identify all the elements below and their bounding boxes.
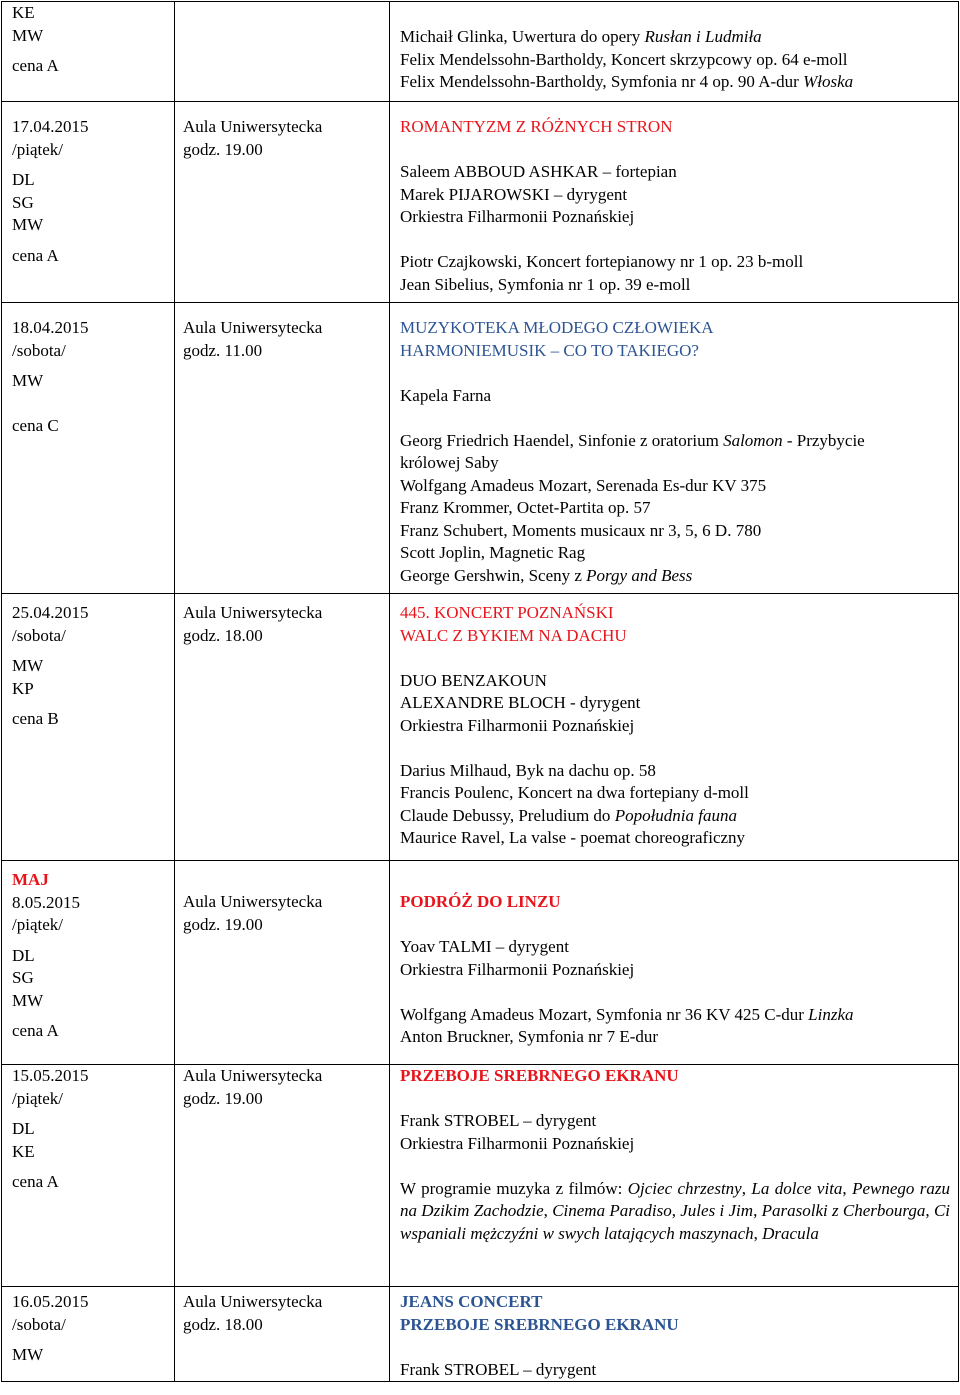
price-category: cena B: [12, 709, 59, 728]
venue-cell: [175, 861, 390, 1065]
concert-time: godz. 19.00: [183, 1088, 263, 1108]
hall-code: DL: [12, 170, 35, 189]
venue-cell: [175, 1065, 390, 1287]
venue-name: Aula Uniwersytecka: [183, 318, 323, 337]
venue-name: Aula Uniwersytecka: [183, 603, 323, 622]
concert-title: 445. KONCERT POZNAŃSKI: [400, 603, 614, 622]
concert-date: 15.05.2015: [12, 1066, 89, 1085]
program-line: Felix Mendelssohn-Bartholdy, Symfonia nr 4 op. 90 A-dur Włoska: [400, 72, 854, 91]
price-category: cena A: [12, 1172, 59, 1191]
concert-title: ROMANTYZM Z RÓŻNYCH STRON: [400, 117, 673, 136]
hall-code: DL: [12, 1119, 35, 1138]
date-cell: [2, 861, 175, 1065]
hall-code: MW: [12, 990, 44, 1010]
program-line: Claude Debussy, Preludium do Popołudnia fauna: [400, 805, 737, 825]
date-cell: [2, 2, 175, 102]
program-cell: [390, 102, 959, 303]
hall-code: MW: [12, 25, 44, 45]
price-category: cena A: [12, 245, 59, 265]
performer: Frank STROBEL – dyrygent: [400, 1111, 597, 1130]
concert-subtitle: WALC Z BYKIEM NA DACHU: [400, 625, 627, 645]
venue-name: Aula Uniwersytecka: [183, 1292, 323, 1311]
venue-cell: [175, 2, 390, 102]
program-line: George Gershwin, Sceny z Porgy and Bess: [400, 565, 693, 585]
program-line: Darius Milhaud, Byk na dachu op. 58: [400, 760, 656, 780]
program-line: Michaił Glinka, Uwertura do opery Rusłan i Ludmiła: [400, 27, 762, 46]
table-row: [2, 594, 959, 861]
program-line: Georg Friedrich Haendel, Sinfonie z oratorium Salomon - Przybycie: [400, 430, 865, 450]
table-row: [2, 303, 959, 594]
weekday: /sobota/: [12, 1314, 66, 1334]
concert-title: MUZYKOTEKA MŁODEGO CZŁOWIEKA: [400, 318, 714, 337]
table-row: [2, 1065, 959, 1287]
performer: Yoav TALMI – dyrygent: [400, 937, 569, 956]
concert-title: PRZEBOJE SREBRNEGO EKRANU: [400, 1066, 679, 1085]
concert-date: 25.04.2015: [12, 603, 89, 622]
hall-code: SG: [12, 968, 34, 987]
program-line: Scott Joplin, Magnetic Rag: [400, 543, 586, 562]
program-line: Franz Krommer, Octet-Partita op. 57: [400, 498, 651, 517]
hall-code: DL: [12, 945, 35, 965]
price-category: cena A: [12, 56, 59, 75]
table-row: [2, 861, 959, 1065]
venue-name: Aula Uniwersytecka: [183, 117, 323, 136]
performer: Saleem ABBOUD ASHKAR – fortepian: [400, 162, 677, 181]
hall-code: MW: [12, 215, 44, 234]
concert-title: JEANS CONCERT: [400, 1292, 543, 1311]
hall-code: KP: [12, 678, 34, 698]
weekday: /sobota/: [12, 340, 66, 360]
concert-subtitle: HARMONIEMUSIK – CO TO TAKIEGO?: [400, 340, 699, 360]
program-cell: [390, 303, 959, 594]
venue-name: Aula Uniwersytecka: [183, 1066, 323, 1085]
concert-time: godz. 18.00: [183, 625, 263, 645]
program-line: Maurice Ravel, La valse - poemat choreograficzny: [400, 828, 746, 847]
hall-code: SG: [12, 192, 34, 212]
performer: Frank STROBEL – dyrygent: [400, 1359, 597, 1379]
program-line: Piotr Czajkowski, Koncert fortepianowy nr 1 op. 23 b-moll: [400, 252, 804, 271]
hall-code: KE: [12, 1141, 35, 1161]
program-line: Franz Schubert, Moments musicaux nr 3, 5, 6 D. 780: [400, 520, 762, 540]
performer: Kapela Farna: [400, 385, 492, 405]
date-cell: [2, 303, 175, 594]
weekday: /piątek/: [12, 915, 63, 934]
hall-code: MW: [12, 656, 44, 675]
concert-date: 16.05.2015: [12, 1292, 89, 1311]
program-cell: [390, 2, 959, 102]
venue-cell: [175, 1287, 390, 1382]
performer: Orkiestra Filharmonii Poznańskiej: [400, 1133, 635, 1153]
program-cell: [390, 594, 959, 861]
performer: ALEXANDRE BLOCH - dyrygent: [400, 693, 641, 712]
concert-title: PODRÓŻ DO LINZU: [400, 892, 561, 911]
month-label: MAJ: [12, 870, 49, 889]
performer: Orkiestra Filharmonii Poznańskiej: [400, 715, 635, 735]
concert-time: godz. 18.00: [183, 1314, 263, 1334]
date-cell: [2, 594, 175, 861]
venue-cell: [175, 102, 390, 303]
program-cell: [390, 1065, 959, 1287]
hall-code: MW: [12, 371, 44, 390]
program-line: królowej Saby: [400, 453, 499, 472]
table-row: [2, 2, 959, 102]
program-line: Felix Mendelssohn-Bartholdy, Koncert skrzypcowy op. 64 e-moll: [400, 49, 848, 69]
concert-time: godz. 19.00: [183, 914, 263, 934]
concert-time: godz. 11.00: [183, 340, 263, 360]
hall-code: KE: [12, 3, 35, 22]
concert-time: godz. 19.00: [183, 139, 263, 159]
table-row: [2, 102, 959, 303]
weekday: /sobota/: [12, 625, 66, 645]
table-row: [2, 1287, 959, 1382]
venue-name: Aula Uniwersytecka: [183, 892, 323, 911]
price-category: cena A: [12, 1021, 59, 1040]
date-cell: [2, 1287, 175, 1382]
concert-date: 8.05.2015: [12, 892, 80, 912]
program-line: Wolfgang Amadeus Mozart, Serenada Es-dur KV 375: [400, 475, 767, 495]
weekday: /piątek/: [12, 139, 63, 159]
program-cell: [390, 1287, 959, 1382]
program-line: Wolfgang Amadeus Mozart, Symfonia nr 36 KV 425 C-dur Linzka: [400, 1004, 854, 1024]
concert-date: 17.04.2015: [12, 117, 89, 136]
performer: Orkiestra Filharmonii Poznańskiej: [400, 959, 635, 979]
price-category: cena C: [12, 416, 59, 435]
program-line: Jean Sibelius, Symfonia nr 1 op. 39 e-moll: [400, 274, 691, 294]
performer: Orkiestra Filharmonii Poznańskiej: [400, 207, 635, 226]
venue-cell: [175, 303, 390, 594]
program-cell: [390, 861, 959, 1065]
concert-schedule-table: [1, 1, 959, 1382]
weekday: /piątek/: [12, 1088, 63, 1108]
date-cell: [2, 102, 175, 303]
concert-date: 18.04.2015: [12, 318, 89, 337]
venue-cell: [175, 594, 390, 861]
program-line: Anton Bruckner, Symfonia nr 7 E-dur: [400, 1027, 659, 1046]
concert-subtitle: PRZEBOJE SREBRNEGO EKRANU: [400, 1314, 679, 1334]
program-line: Francis Poulenc, Koncert na dwa fortepiany d-moll: [400, 783, 749, 802]
hall-code: MW: [12, 1345, 44, 1364]
date-cell: [2, 1065, 175, 1287]
performer: Marek PIJAROWSKI – dyrygent: [400, 184, 628, 204]
performer: DUO BENZAKOUN: [400, 670, 547, 690]
program-paragraph: W programie muzyka z filmów: Ojciec chrzestny, La dolce vita, Pewnego razu na Dzikim Zachodzie, Cinema Paradiso, Jules i Jim, Parasolki z Cherbourga, Ci wspaniali mężczyźni w swych latających maszynach, Dracula: [400, 1178, 951, 1243]
